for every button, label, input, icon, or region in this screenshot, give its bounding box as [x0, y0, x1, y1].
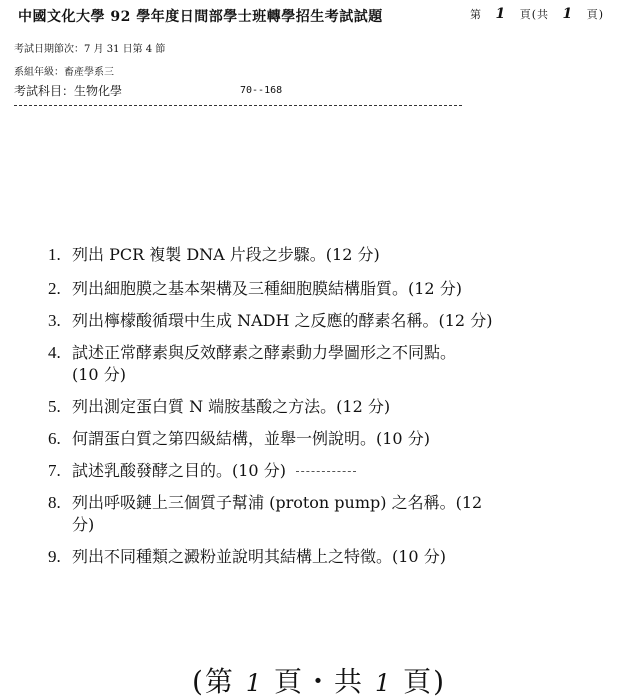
footer-page-current: 1	[245, 669, 264, 697]
question-item	[48, 244, 608, 266]
question-number: 5.	[48, 397, 61, 416]
question-item	[48, 492, 608, 536]
question-text: 列出細胞膜之基本架構及三種細胞膜結構脂質。(12 分)	[72, 279, 462, 298]
exam-subject: 考試科目：生物化學	[14, 84, 123, 98]
question-number: 9.	[48, 547, 61, 566]
page-current-number: 1	[495, 6, 507, 22]
question-text: 列出測定蛋白質 N 端胺基酸之方法。(12 分)	[72, 397, 391, 416]
question-item	[48, 546, 608, 568]
question-continuation: (10 分)	[72, 365, 126, 384]
question-text: 試述乳酸發酵之目的。(10 分)	[72, 461, 286, 480]
trailing-dash-mark	[296, 471, 356, 472]
question-number: 6.	[48, 429, 61, 448]
footer-page-total: 1	[374, 669, 393, 697]
footer-open: (第	[192, 665, 235, 698]
department: 系組年級：畜產學系三	[14, 67, 114, 78]
question-number: 1.	[48, 245, 61, 264]
question-text: 列出檸檬酸循環中生成 NADH 之反應的酵素名稱。(12 分)	[72, 311, 493, 330]
question-list	[48, 244, 608, 568]
question-continuation: 分)	[72, 515, 95, 534]
header-divider	[14, 105, 462, 106]
page-indicator	[470, 6, 604, 22]
question-number: 7.	[48, 461, 61, 480]
question-item	[48, 428, 608, 450]
question-item	[48, 342, 608, 386]
question-number: 3.	[48, 311, 61, 330]
question-number: 4.	[48, 343, 61, 362]
question-item	[48, 460, 608, 482]
footer-mid: 頁・共	[274, 665, 365, 698]
question-text: 列出 PCR 複製 DNA 片段之步驟。(12 分)	[72, 245, 380, 264]
question-text: 何謂蛋白質之第四級結構，並舉一例說明。(10 分)	[72, 429, 430, 448]
subject-code: 70--168	[240, 85, 283, 96]
question-text: 列出不同種類之澱粉並說明其結構上之特徵。(10 分)	[72, 547, 446, 566]
exam-header-title: 中國文化大學 92 學年度日間部學士班轉學招生考試試題	[18, 9, 383, 25]
page-total-number: 1	[562, 6, 574, 22]
question-number: 2.	[48, 279, 61, 298]
question-number: 8.	[48, 493, 61, 512]
question-item	[48, 396, 608, 418]
page-footer	[192, 660, 446, 700]
question-item	[48, 278, 608, 300]
page-suffix: 頁)	[586, 8, 605, 21]
page-mid: 頁(共	[519, 8, 550, 21]
question-text: 試述正常酵素與反效酵素之酵素動力學圖形之不同點。	[72, 343, 457, 362]
page-prefix: 第	[470, 8, 482, 21]
question-item	[48, 310, 608, 332]
exam-time: 考試日期節次：7 月 31 日第 4 節	[14, 44, 166, 55]
question-text: 列出呼吸鏈上三個質子幫浦 (proton pump) 之名稱。(12	[72, 493, 483, 512]
footer-close: 頁)	[403, 665, 447, 698]
